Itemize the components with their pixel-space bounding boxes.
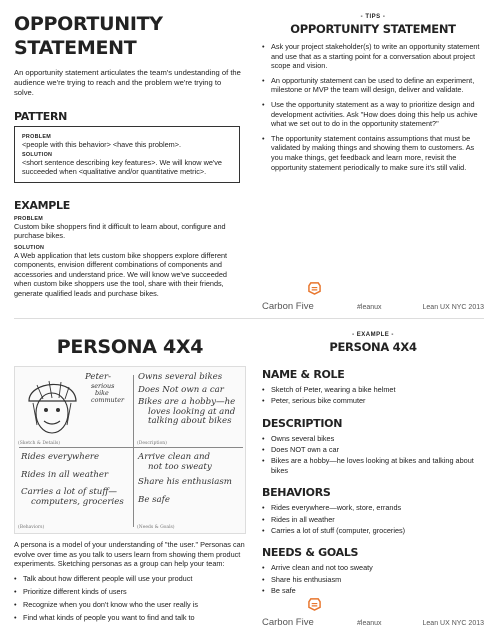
list-item: • Recognize when you don't know who the user really is <box>14 600 246 610</box>
persona-example-panel <box>262 332 484 597</box>
section-heading-needs-goals: NEEDS & GOALS <box>262 546 359 560</box>
section-heading-name-role: NAME & ROLE <box>262 368 345 381</box>
brand-name: Carbon Five <box>262 617 314 628</box>
list-item: • Find what kinds of people you want to find and talk to <box>14 613 246 623</box>
label-sketch-details: (Sketch & Details) <box>18 441 61 446</box>
page-title: OPPORTUNITY STATEMENT <box>14 13 163 59</box>
hashtag: #leanux <box>357 304 382 311</box>
tip-item: • The opportunity statement contains assumptions that must be validated by making things and showing them to customers. As you make things, get feedback and learn more, revisit the opportunity statement periodically to make sure it's still valid. <box>262 134 484 172</box>
tip-item: • Ask your project stakeholder(s) to write an opportunity statement and use that as a starting point for a conversation about project scope and vision. <box>262 42 484 71</box>
label-needs-goals: (Needs & Goals) <box>137 525 175 530</box>
list-item: • Carries a lot of stuff (computer, groceries) <box>262 526 484 536</box>
list-item: • Rides in all weather <box>262 515 484 525</box>
section-divider <box>14 318 484 319</box>
tips-title: OPPORTUNITY STATEMENT <box>290 22 456 36</box>
example-solution-text: A Web application that lets custom bike shoppers explore different components, envision different combinations of components and accessories and understand price. We will know we've succeeded when custom bike shoppers use the tool, share with their friends, generate qualified leads and purchase bikes. <box>14 250 228 298</box>
needs-goals-list <box>262 563 484 595</box>
example-problem-text: Custom bike shoppers find it difficult to learn about, configure and purchase bikes. <box>14 221 226 240</box>
list-item: • Share his enthusiasm <box>262 575 484 585</box>
solution-label: SOLUTION <box>22 151 53 158</box>
section-heading-description: DESCRIPTION <box>262 416 343 430</box>
tips-panel <box>262 14 484 177</box>
footer-top <box>262 292 484 312</box>
event-name: Lean UX NYC 2013 <box>422 304 484 311</box>
example-solution-label: SOLUTION <box>14 244 45 251</box>
example-block <box>14 199 242 299</box>
list-item: • Be safe <box>262 586 484 596</box>
list-item: • Does NOT own a car <box>262 445 484 455</box>
description-list <box>262 434 484 476</box>
footer-bottom <box>262 608 484 628</box>
sketch-description: Owns several bikes Does Not own a car Bikes are a hobby—he loves looking at and talking about bikes <box>138 372 236 427</box>
tips-kicker: - TIPS - <box>360 14 386 20</box>
problem-template: <people with this behavior> <have this problem>. <box>22 140 182 149</box>
carbon-five-logo-icon <box>308 598 321 611</box>
pattern-box <box>14 126 240 183</box>
section-heading-behaviors: BEHAVIORS <box>262 486 331 500</box>
list-item: • Talk about how different people will use your product <box>14 574 246 584</box>
sketch-horizontal-divider <box>133 447 243 448</box>
tip-item: • Use the opportunity statement as a way to prioritize design and development activities. Ask "How does doing this help us achive what we set out to do in the opportunity statement?" <box>262 100 484 129</box>
carbon-five-logo-icon <box>308 282 321 295</box>
label-behaviors: (Behaviors) <box>18 525 45 530</box>
intro-text: An opportunity statement articulates the team's undestanding of the audience we're trying to reach and the problem we're trying to solve. <box>14 68 241 97</box>
sketch-vertical-divider <box>133 375 134 527</box>
sketch-needs: Arrive clean and not too sweaty Share his enthusiasm Be safe <box>138 452 232 505</box>
persona-sketch <box>14 366 246 534</box>
hashtag: #leanux <box>357 620 382 627</box>
example-heading: EXAMPLE <box>14 198 70 212</box>
example-kicker: - EXAMPLE - <box>352 332 394 338</box>
helmet-face-drawing-icon <box>23 373 81 439</box>
sketch-behaviors: Rides everywhere Rides in all weather Carries a lot of stuff— computers, groceries <box>21 452 124 507</box>
label-description: (Description) <box>137 441 167 446</box>
opportunity-statement-panel <box>14 12 242 298</box>
sketch-horizontal-divider <box>19 447 133 448</box>
problem-label: PROBLEM <box>22 134 52 140</box>
list-item: • Bikes are a hobby—he loves looking at bikes and talking about bikes <box>262 456 484 475</box>
tip-item: • An opportunity statement can be used to define an experiment, milestone or MVP the team will design, deliver and validate. <box>262 76 484 95</box>
example-problem-label: PROBLEM <box>14 215 44 222</box>
persona-description: A persona is a model of your understanding of "the user." Personas can evolve over time as you talk to users learn from showing them product experiments. Sketching personas as a group can help your team: <box>14 540 245 569</box>
list-item: • Owns several bikes <box>262 434 484 444</box>
persona-benefits-list <box>14 574 246 623</box>
name-role-list <box>262 385 484 406</box>
tips-list <box>262 42 484 172</box>
sketch-name: Peter- serious bike commuter <box>85 372 125 404</box>
list-item: • Prioritize different kinds of users <box>14 587 246 597</box>
solution-template: <short sentence describing key features>. We will know we've succeeded when <qualitative and/or quantitative metric>. <box>22 157 222 176</box>
persona-title: PERSONA 4X4 <box>56 336 204 358</box>
example-title: PERSONA 4X4 <box>329 340 417 354</box>
behaviors-list <box>262 503 484 535</box>
persona-panel <box>14 336 246 627</box>
list-item: • Peter, serious bike commuter <box>262 396 484 406</box>
list-item: • Rides everywhere—work, store, errands <box>262 503 484 513</box>
event-name: Lean UX NYC 2013 <box>422 620 484 627</box>
list-item: • Arrive clean and not too sweaty <box>262 563 484 573</box>
brand-name: Carbon Five <box>262 301 314 312</box>
list-item: • Sketch of Peter, wearing a bike helmet <box>262 385 484 395</box>
pattern-heading: PATTERN <box>14 110 68 123</box>
